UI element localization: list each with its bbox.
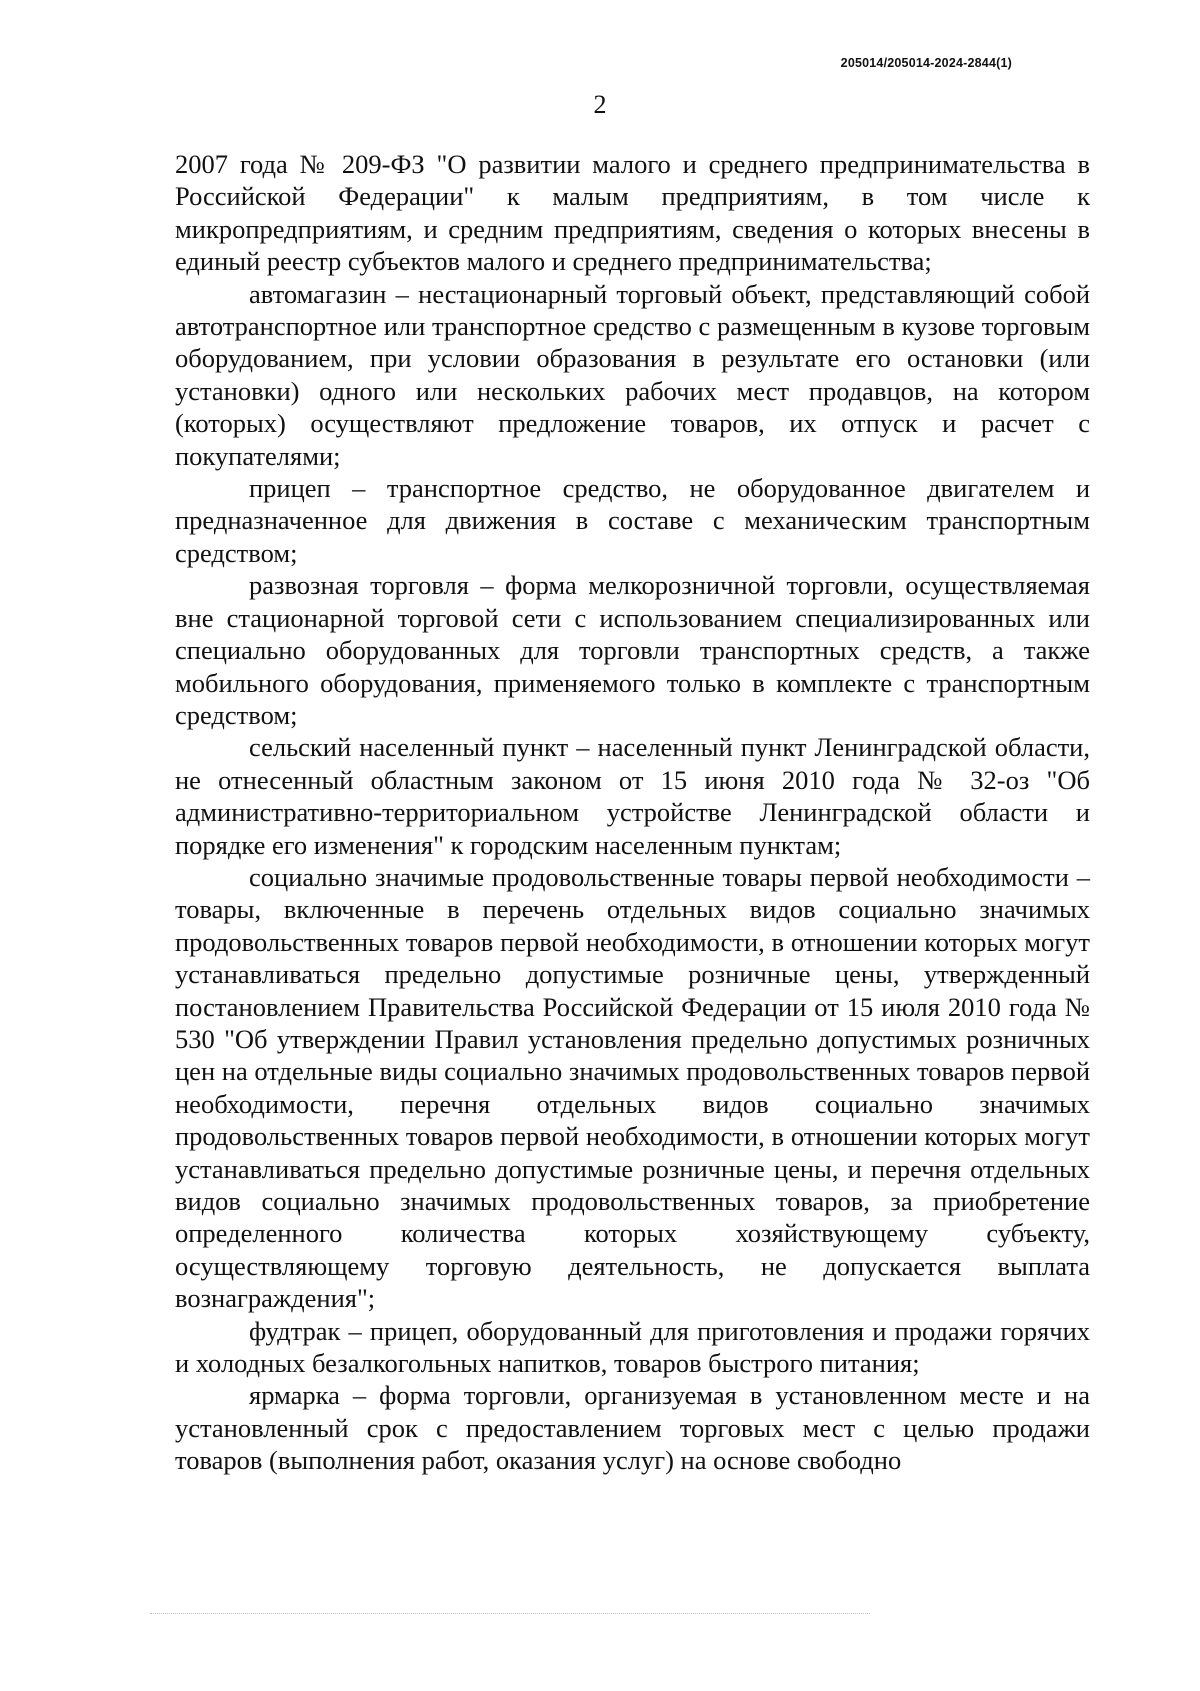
document-body — [175, 148, 1090, 1477]
paragraph-definition-sotsialno-znachimye-tovary: социально значимые продовольственные товары первой необходимости – товары, включенные в перечень отдельных видов социально значимых продовольственных товаров первой необходимости, в отношении которых могут устанавливаться предельно допустимые розничные цены, утвержденный постановлением Правительства Российской Федерации от 15 июля 2010 года № 530 "Об утверждении Правил установления предельно допустимых розничных цен на отдельные виды социально значимых продовольственных товаров первой необходимости, перечня отдельных видов социально значимых продовольственных товаров первой необходимости, в отношении которых могут устанавливаться предельно допустимые розничные цены, и перечня отдельных видов социально значимых продовольственных товаров, за приобретение определенного количества которых хозяйствующему субъекту, осуществляющему торговую деятельность, не допускается выплата вознаграждения"; — [175, 861, 1090, 1314]
paragraph-definition-selskiy-punkt: сельский населенный пункт – населенный пункт Ленинградской области, не отнесенный областным законом от 15 июня 2010 года № 32-оз "Об административно-территориальном устройстве Ленинградской области и порядке его изменения" к городским населенным пунктам; — [175, 732, 1090, 860]
paragraph-definition-yarmarka: ярмарка – форма торговли, организуемая в установленном месте и на установленный срок с предоставлением торговых мест с целью продажи товаров (выполнения работ, оказания услуг) на основе свободно — [175, 1380, 1090, 1476]
paragraph-definition-pritsep: прицеп – транспортное средство, не оборудованное двигателем и предназначенное для движения в составе с механическим транспортным средством; — [175, 473, 1090, 568]
paragraph-definition-fudtrak: фудтрак – прицеп, оборудованный для приготовления и продажи горячих и холодных безалкогольных напитков, товаров быстрого питания; — [175, 1315, 1090, 1379]
paragraph-continuation: 2007 года № 209-ФЗ "О развитии малого и среднего предпринимательства в Российской Федерации" к малым предприятиям, в том числе к микропредприятиям, и средним предприятиям, сведения о которых внесены в единый реестр субъектов малого и среднего предпринимательства; — [175, 149, 1090, 277]
scan-artifact-line — [150, 1613, 870, 1614]
document-id: 205014/205014-2024-2844(1) — [840, 56, 1012, 70]
page-number: 2 — [593, 90, 607, 119]
paragraph-definition-razvoznaya-torgovlya: развозная торговля – форма мелкорозничной торговли, осуществляемая вне стационарной торговой сети с использованием специализированных или специально оборудованных для торговли транспортных средств, а также мобильного оборудования, применяемого только в комплекте с транспортным средством; — [175, 570, 1090, 730]
paragraph-definition-automagazin: автомагазин – нестационарный торговый объект, представляющий собой автотранспортное или транспортное средство с размещенным в кузове торговым оборудованием, при условии образования в результате его остановки (или установки) одного или нескольких рабочих мест продавцов, на котором (которых) осуществляют предложение товаров, их отпуск и расчет с покупателями; — [175, 278, 1090, 471]
